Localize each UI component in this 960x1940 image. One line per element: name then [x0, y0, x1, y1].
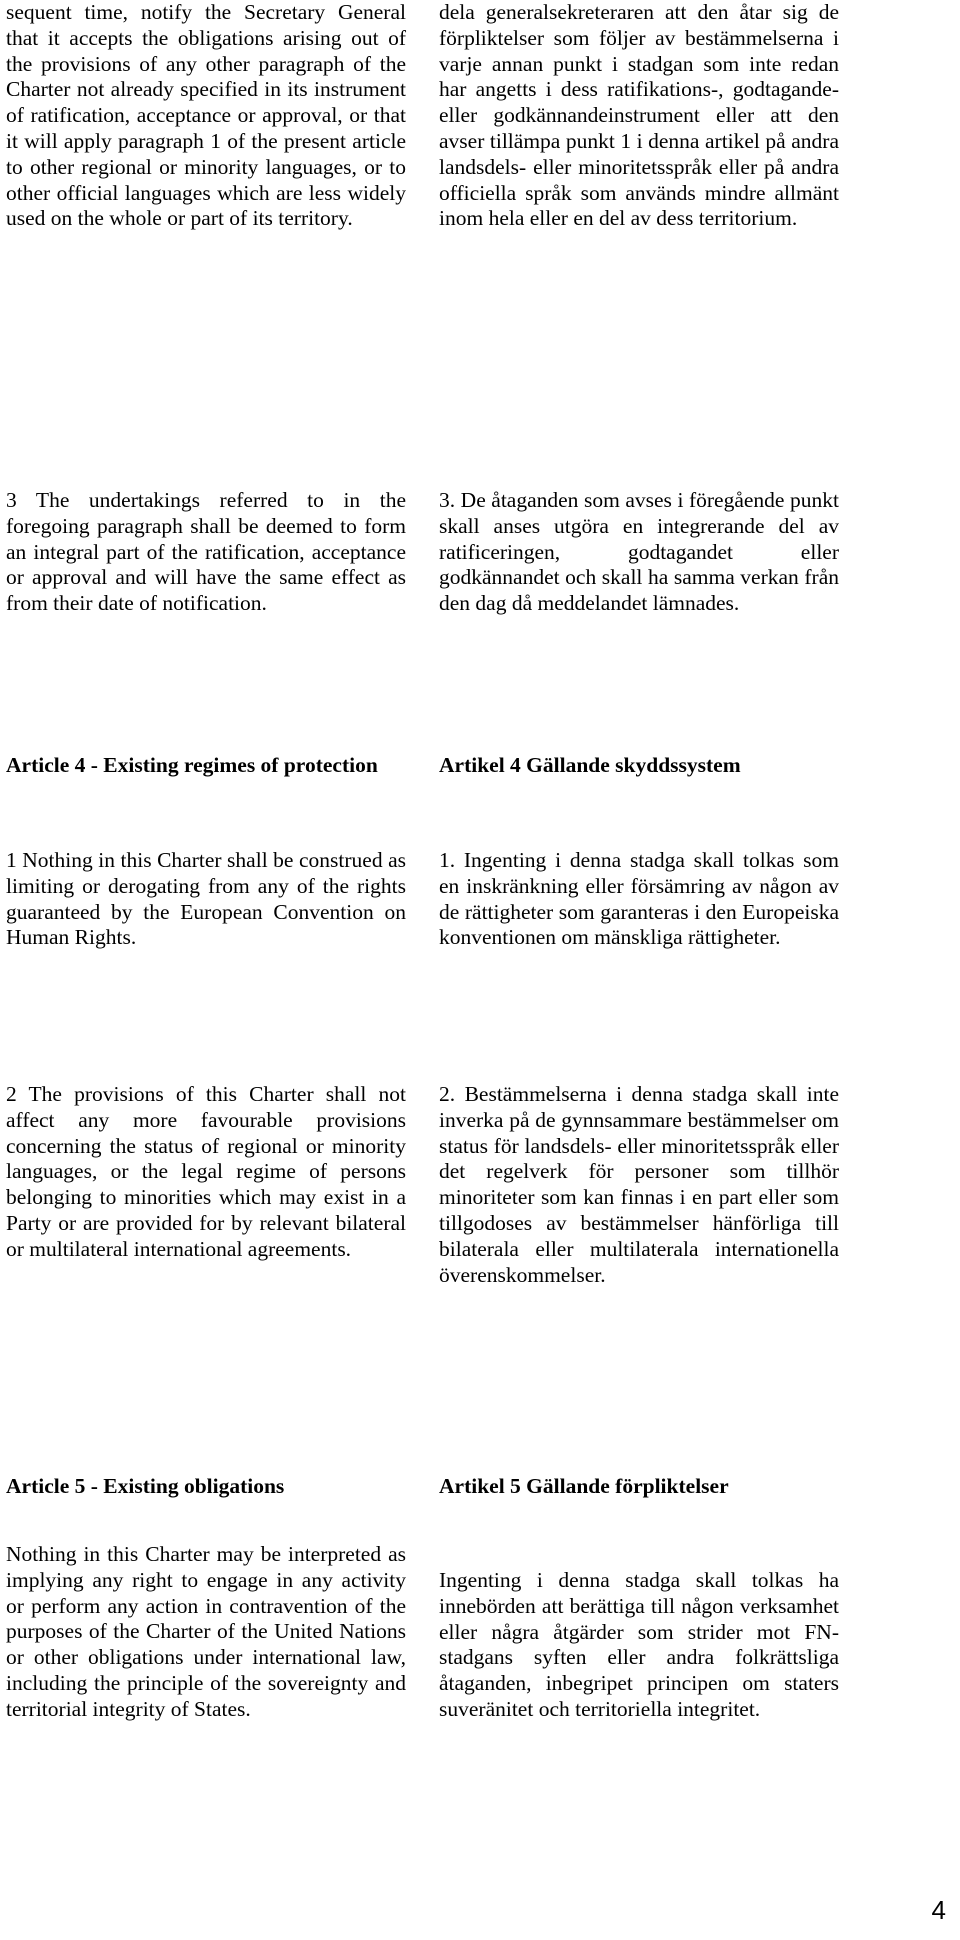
swedish-article5-para1-block [439, 1568, 839, 1723]
english-article4-heading: Article 4 - Existing regimes of protection [6, 753, 378, 777]
english-article4-para2-block [6, 1082, 406, 1263]
swedish-article5-paragraph: Ingenting i denna stadga skall tolkas ha innebörden att berättiga till någon verksamhet eller några åtgärder som strider mot FN-stadgans syften eller andra folkrättsliga åtaganden, inbegripet principen om staters suveränitet och territoriella integritet. [439, 1568, 839, 1721]
page-number: 4 [931, 1895, 946, 1925]
swedish-intro-block [439, 0, 839, 232]
english-intro-paragraph: sequent time, notify the Secretary General that it accepts the obligations arising out of the provisions of any other paragraph of the Charter not already specified in its instrument of ratification, acceptance or approval, or that it will apply paragraph 1 of the present article to other regional or minority languages, or to other official languages which are less widely used on the whole or part of its territory. [6, 0, 406, 231]
english-article5-heading-block [6, 1474, 406, 1500]
swedish-article4-paragraph1: 1. Ingenting i denna stadga skall tolkas som en inskränkning eller försämring av någon av de rättigheter som garanteras i den Europeiska konventionen om mänskliga rättigheter. [439, 848, 839, 950]
swedish-article3-para3-block [439, 488, 839, 617]
english-article3-para3-block [6, 488, 406, 617]
swedish-article4-paragraph2: 2. Bestämmelserna i denna stadga skall inte inverka på de gynnsammare bestämmelser om status för landsdels- eller minoritetsspråk eller det regelverk för personer som tillhör minoriteter som kan finnas i en part eller som tillgodoses av bestämmelser hänförliga till bilaterala eller multilaterala internationella överenskommelser. [439, 1082, 839, 1287]
english-intro-block [6, 0, 406, 232]
english-article5-para1-block [6, 1542, 406, 1723]
english-article4-paragraph1: 1 Nothing in this Charter shall be construed as limiting or derogating from any of the rights guaranteed by the European Convention on Human Rights. [6, 848, 406, 950]
swedish-article4-para1-block [439, 848, 839, 951]
english-article4-paragraph2: 2 The provisions of this Charter shall not affect any more favourable provisions concerning the status of regional or minority languages, or the legal regime of persons belonging to minorities which may exist in a Party or are provided for by relevant bilateral or multilateral international agreements. [6, 1082, 406, 1261]
swedish-article5-heading: Artikel 5 Gällande förpliktelser [439, 1474, 729, 1498]
english-article3-paragraph3: 3 The undertakings referred to in the foregoing paragraph shall be deemed to form an integral part of the ratification, acceptance or approval and will have the same effect as from their date of notification. [6, 488, 406, 616]
english-article4-heading-block [6, 753, 406, 779]
english-article4-para1-block [6, 848, 406, 951]
swedish-article4-heading-block [439, 753, 839, 779]
english-article5-paragraph: Nothing in this Charter may be interpreted as implying any right to engage in any activity or perform any action in contravention of the purposes of the Charter of the United Nations or other obligations under international law, including the principle of the sovereignty and territorial integrity of States. [6, 1542, 406, 1721]
english-article5-heading: Article 5 - Existing obligations [6, 1474, 285, 1498]
swedish-article4-heading: Artikel 4 Gällande skyddssystem [439, 753, 741, 777]
swedish-article3-paragraph3: 3. De åtaganden som avses i föregående punkt skall anses utgöra en integrerande del av ratificeringen, godtagandet eller godkännandet och skall ha samma verkan från den dag då meddelandet lämnades. [439, 488, 839, 616]
swedish-intro-paragraph: dela generalsekreteraren att den åtar sig de förpliktelser som följer av bestämmelserna i varje annan punkt i stadgan som inte redan har angetts i dess ratifikations-, godtagande- eller godkännandeinstrument eller att den avser tillämpa punkt 1 i denna artikel på andra landsdels- eller minoritetsspråk eller på andra officiella språk som används mindre allmänt inom hela eller en del av dess territorium. [439, 0, 839, 231]
swedish-article5-heading-block [439, 1474, 839, 1500]
swedish-article4-para2-block [439, 1082, 839, 1288]
